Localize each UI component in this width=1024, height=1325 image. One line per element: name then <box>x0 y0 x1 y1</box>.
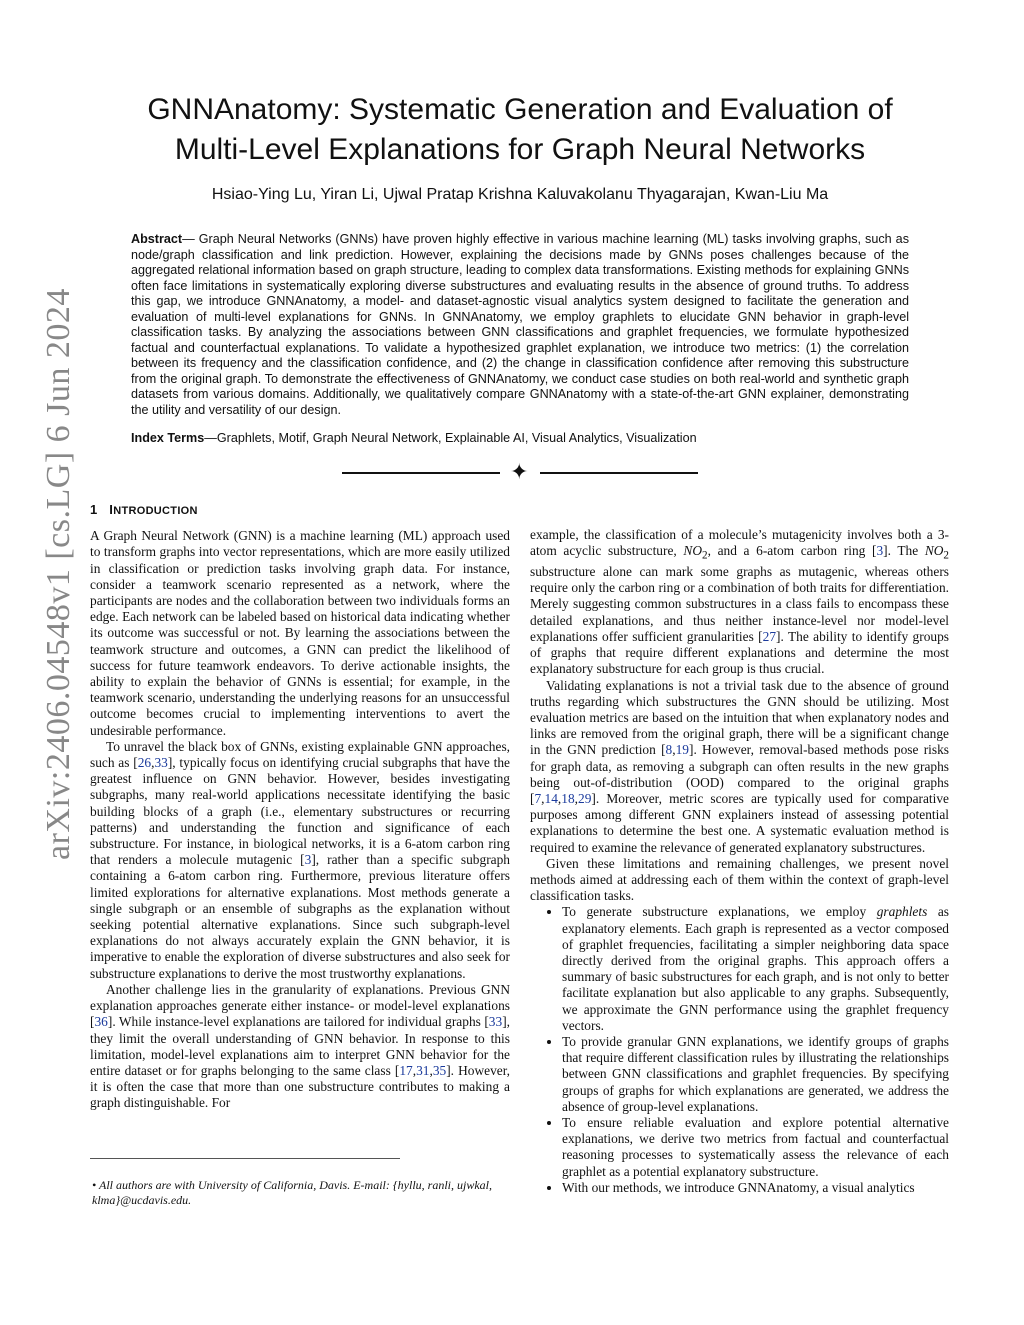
paragraph: A Graph Neural Network (GNN) is a machine learning (ML) approach used to transform graphs into vector representations, which are more easily utilized in classification or prediction tasks involving graph data. For instance, consider a teamwork scenario represented as a network, where the participants are nodes and the collaboration between two individuals forms an edge. Each network can be labeled based on historical data indicating whether its outcome was successful or not. By learning the associations between the teamwork structure and outcomes, a GNN can predict the likelihood of success for future teamwork endeavors. To derive actionable insights, the ability to explain the behavior of GNNs is essential; for example, in the teamwork scenario, understanding the underlying reasons for an unsuccessful outcome becomes crucial to implementing interventions to avert the undesirable performance. <box>90 528 510 738</box>
contribution-list <box>530 904 949 1196</box>
abstract <box>131 232 909 418</box>
divider-star-icon: ✦ <box>510 460 529 485</box>
paragraph: example, the classification of a molecule’s mutagenicity involves both a 3-atom acyclic substructure, $NO_2$, and a 6-atom carbon ring [3]. The $NO_2$ substructure alone can mark some graphs as mutagenic, whereas others require only the carbon ring or a combination of both traits for differentiation. Merely suggesting common substructures in a class fails to encompass these detailed explanations, and thus neither instance-level nor model-level explanations offer sufficient granularities [27]. The ability to identify groups of graphs that require different explanations and determine the most explanatory substructure for each group is thus crucial. <box>530 527 949 677</box>
paper-title <box>100 90 940 170</box>
citation-link[interactable]: 14 <box>544 790 558 806</box>
citation-link[interactable]: 27 <box>762 628 777 644</box>
abstract-label: Abstract <box>131 232 183 246</box>
index-terms-label: Index Terms <box>131 431 205 445</box>
citation-link[interactable]: 7 <box>534 790 542 806</box>
index-terms <box>131 430 909 446</box>
section-heading: 1 INTRODUCTION <box>90 502 198 517</box>
section-divider <box>342 462 698 484</box>
citation-link[interactable]: 35 <box>432 1062 447 1078</box>
citation-link[interactable]: 18 <box>561 790 575 806</box>
title-line-1: GNNAnatomy: Systematic Generation and Evaluation of <box>147 93 893 126</box>
citation-link[interactable]: 8 <box>665 742 673 758</box>
index-terms-text: —Graphlets, Motif, Graph Neural Network, Explainable AI, Visual Analytics, Visualization <box>204 431 697 445</box>
abstract-text: — Graph Neural Networks (GNNs) have proven highly effective in various machine learning (ML) tasks involving graphs, such as node/graph classification and link prediction. However, explaining the decisions made by GNNs poses challenges because of the aggregated relational information based on graph structure, leading to complex data transformations. Existing methods for explaining GNNs often face limitations in systematically exploring diverse substructures and evaluating results in the absence of ground truths. To address this gap, we introduce GNNAnatomy, a model- and dataset-agnostic visual analytics system designed to facilitate the generation and evaluation of multi-level explanations for GNNs. In GNNAnatomy, we employ graphlets to elucidate GNN behavior in graph-level classification tasks. By analyzing the associations between GNN classifications and graphlet frequencies, we formulate hypothesized factual and counterfactual explanations. To validate a hypothesized graphlet explanation, we introduce two metrics: (1) the correlation between its frequency and the classification confidence, and (2) the change in classification confidence after removing this substructure from the original graph. To demonstrate the effectiveness of GNNAnatomy, we conduct case studies on both real-world and synthetic graph datasets from various domains. Additionally, we qualitatively compare GNNAnatomy with a state-of-the-art GNN explainer, demonstrating the utility and versatility of our design. <box>131 232 909 417</box>
left-column <box>90 502 510 1112</box>
list-item: • To ensure reliable evaluation and explore potential alternative explanations, we derive two metrics from factual and counterfactual reasoning processes to systematically assess the relevance of each graphlet as a potential explanatory substructure. <box>562 1115 949 1180</box>
paragraph: To unravel the black box of GNNs, existing explainable GNN approaches, such as [26,33], typically focus on identifying crucial subgraphs that have the greatest influence on GNN behavior. However, besides investigating subgraphs, many real-world applications necessitate identifying the basic building blocks of a graph (i.e., elementary substructures or recurring patterns) and understanding the function and significance of each substructure. For instance, in biological networks, it is a 6-atom carbon ring that renders a molecule mutagenic [3], rather than a specific subgraph containing a 6-atom carbon ring. Furthermore, previous literature offers limited explorations for alternative explanations. Most methods generate a single subgraph or an ensemble of subgraphs as the explanation without seeking potential alternative explanations. Since such subgraph-level explanations do not always accurately explain the GNN behavior, it is imperative to enable the exploration of diverse substructures and also seek for substructure explanations to derive the most trustworthy explanations. <box>90 738 511 981</box>
list-item: • To generate substructure explanations, we employ graphlets as explanatory elements. Each graph is represented as a vector composed of graphlet frequencies, facilitating a simpler neighboring data space directly derived from the original graphs. This approach offers a summary of basic substructures for each graph, and is not only to better facilitate explanation but also applicable to any graphs. Subsequently, we approximate the GNN performance using the graphlet frequency vectors. <box>562 904 949 1034</box>
citation-link[interactable]: 33 <box>488 1014 503 1030</box>
citation-link[interactable]: 17 <box>399 1062 413 1078</box>
divider-line-left <box>342 472 500 474</box>
author-list: Hsiao-Ying Lu, Yiran Li, Ujwal Pratap Krishna Kaluvakolanu Thyagarajan, Kwan-Liu Ma <box>211 186 829 203</box>
citation-link[interactable]: 33 <box>154 755 168 771</box>
citation-link[interactable]: 31 <box>416 1062 430 1078</box>
citation-link[interactable]: 36 <box>94 1014 108 1030</box>
arxiv-identifier: arXiv:2406.04548v1 [cs.LG] 6 Jun 2024 <box>40 288 77 860</box>
citation-link[interactable]: 3 <box>304 852 312 868</box>
list-item: • To provide granular GNN explanations, we identify groups of graphs that require different classification rules by illustrating the relationships between GNN classifications and graphlet frequencies. By specifying groups of graphs for which explanations are generated, we address the absence of group-level explanations. <box>562 1034 949 1115</box>
paragraph: Another challenge lies in the granularity of explanations. Previous GNN explanation approaches generate either instance- or model-level explanations [36]. While instance-level explanations are tailored for individual graphs [33], they limit the overall understanding of GNN behavior. In response to this limitation, model-level explanations aim to interpret GNN behavior for the entire dataset or for graphs belonging to the same class [17,31,35]. However, it is often the case that more than one substructure contributes to making a graph distinguishable. For <box>90 981 511 1111</box>
citation-link[interactable]: 19 <box>675 742 689 758</box>
divider-line-right <box>540 472 698 474</box>
footnote: • All authors are with University of California, Davis. E-mail: {hyllu, ranli, ujwkal, klma}@ucdavis.edu. <box>92 1178 492 1207</box>
paragraph: Given these limitations and remaining challenges, we present novel methods aimed at addressing each of them within the context of graph-level classification tasks. <box>530 855 949 904</box>
citation-link[interactable]: 29 <box>578 790 592 806</box>
paragraph: Validating explanations is not a trivial task due to the absence of ground truths regarding which substructures the GNN should be utilizing. Most evaluation metrics are based on the intuition that when explanatory nodes and links are removed from the original graph, there will be a significant change in the GNN prediction [8,19]. However, removal-based methods pose risks for graph data, as removing a subgraph can often results in the new graphs being out-of-distribution (OOD) compared to the original graphs [7,14,18,29]. Moreover, metric scores are typically used for comparative purposes among different GNN explainers instead of assessing potential explanations to determine the best one. A systematic evaluation method is required to examine the relevance of generated explanatory substructures. <box>530 677 949 855</box>
citation-link[interactable]: 3 <box>876 543 884 559</box>
list-item: • With our methods, we introduce GNNAnatomy, a visual analytics <box>562 1180 949 1196</box>
title-line-2: Multi-Level Explanations for Graph Neural Networks <box>174 133 866 166</box>
footnote-rule <box>90 1158 400 1159</box>
right-column <box>530 527 949 1196</box>
citation-link[interactable]: 26 <box>137 755 152 771</box>
